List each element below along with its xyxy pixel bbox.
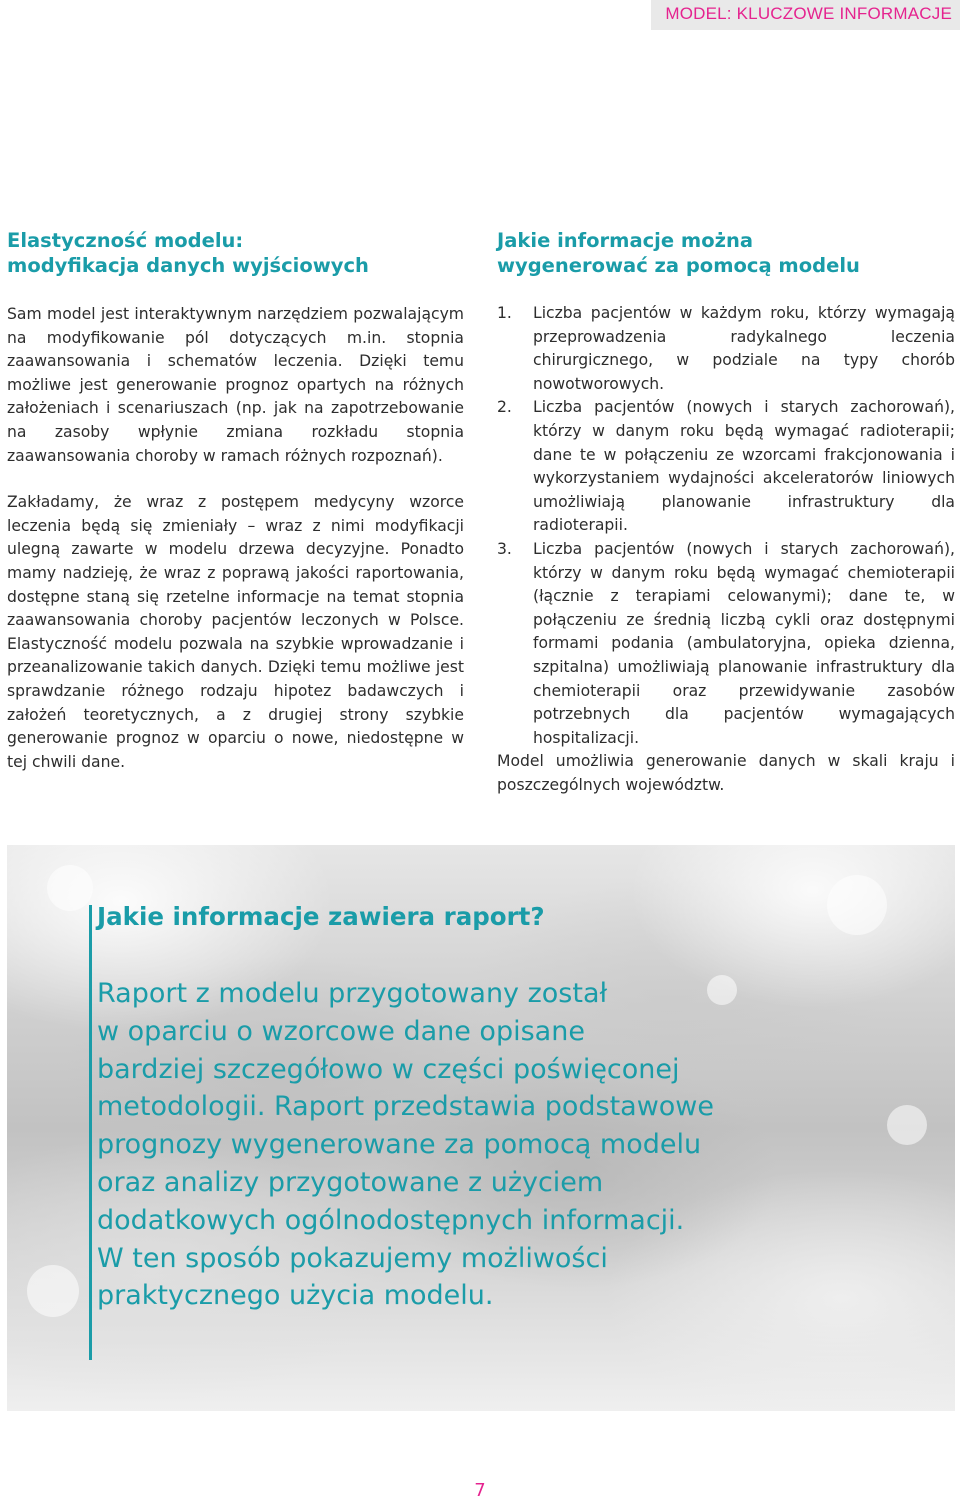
banner-text (97, 975, 857, 1315)
bokeh-decoration (827, 875, 887, 935)
banner-line: w oparciu o wzorcowe dane opisane (97, 1015, 585, 1047)
banner-line: Raport z modelu przygotowany został (97, 978, 608, 1009)
list-number: 1. (497, 304, 512, 322)
banner-line: bardziej szczegółowo w części poświęconej (97, 1053, 680, 1085)
flexibility-paragraph-2: Zakładamy, że wraz z postępem medycyny wzorce leczenia będą się zmieniały – wraz z nimi modyfikacji ulegną zawarte w modelu drzewa decyzyjne. Ponadto mamy nadzieję, że wraz z poprawą jakości raportowania, dostępne staną się rzetelne informacje na temat stopnia zaawansowania choroby pacjentów leczonych w Polsce. Elastyczność modelu pozwala na szybkie wprowadzanie i przeanalizowanie takich danych. Dzięki temu możliwe jest sprawdzanie różnego rodzaju hipotez badawczych i założeń teoretycznych, a z drugiej strony szybkie generowanie prognoz w oparciu o nowe, niedostępne w tej chwili dane. (7, 493, 464, 771)
heading-line: modyfikacja danych wyjściowych (7, 254, 369, 277)
section-label: MODEL: KLUCZOWE INFORMACJE (651, 0, 960, 30)
banner-line: praktycznego użycia modelu. (97, 1280, 494, 1312)
list-number: 2. (497, 398, 512, 417)
banner-line: prognozy wygenerowane za pomocą modelu (97, 1129, 702, 1161)
page-number: 7 (474, 1480, 486, 1501)
list-number: 3. (497, 539, 512, 558)
generated-info-heading (497, 228, 955, 278)
heading-line: Jakie informacje można (497, 229, 753, 252)
list-item-text: Liczba pacjentów (nowych i starych zachorowań), którzy w danym roku będą wymagać radioterapii; dane te w połączeniu ze wzorcami frakcjonowania i wykorzystaniem wydajności akceleratorów liniowych umożliwiają planowanie infrastruktury dla radioterapii. (533, 398, 955, 535)
list-item (497, 538, 955, 750)
banner-line: dodatkowych ogólnodostępnych informacji. (97, 1204, 685, 1236)
generated-info-list (497, 302, 955, 750)
left-column (7, 228, 464, 774)
right-column (497, 228, 955, 797)
bokeh-decoration (47, 865, 93, 911)
banner-line: W ten sposób pokazujemy możliwości (97, 1242, 608, 1274)
heading-line: Elastyczność modelu: (7, 229, 244, 252)
flexibility-paragraph-1: Sam model jest interaktywnym narzędziem pozwalającym na modyfikowanie pól dotyczących m.in. stopnia zaawansowania i schematów leczenia. Dzięki temu możliwe jest generowanie prognoz opartych na różnych założeniach i scenariuszach (np. jak na zapotrzebowanie na zasoby wpłynie zmiana rozkładu stopnia zaawansowania choroby w ramach różnych rozpoznań). (7, 305, 464, 465)
flexibility-heading (7, 228, 464, 278)
bokeh-decoration (887, 1105, 927, 1145)
accent-rule (89, 905, 92, 1360)
banner-line: oraz analizy przygotowane z użyciem (97, 1166, 604, 1198)
list-item (497, 396, 955, 538)
bokeh-decoration (27, 1265, 79, 1317)
banner-line: metodologii. Raport przedstawia podstawowe (97, 1091, 715, 1123)
list-item-text: Liczba pacjentów (nowych i starych zachorowań), którzy w danym roku będą wymagać chemioterapii (łącznie z terapiami celowanymi); dane te, w połączeniu ze średnią liczbą cykli oraz dostępnymi formami podania (ambulatoryjna, opieka dzienna, szpitalna) umożliwiają planowanie infrastruktury dla chemioterapii oraz przewidywanie zasobów potrzebnych dla pacjentów wymagających hospitalizacji. (533, 539, 955, 747)
list-item (497, 302, 955, 396)
banner-title: Jakie informacje zawiera raport? (97, 902, 545, 931)
heading-line: wygenerować za pomocą modelu (497, 254, 860, 277)
report-banner (7, 845, 955, 1411)
closing-paragraph: Model umożliwia generowanie danych w skali kraju i poszczególnych województw. (497, 752, 955, 794)
list-item-text: Liczba pacjentów w każdym roku, którzy wymagają przeprowadzenia radykalnego leczenia chirurgicznego, w podziale na typy chorób nowotworowych. (533, 304, 955, 393)
